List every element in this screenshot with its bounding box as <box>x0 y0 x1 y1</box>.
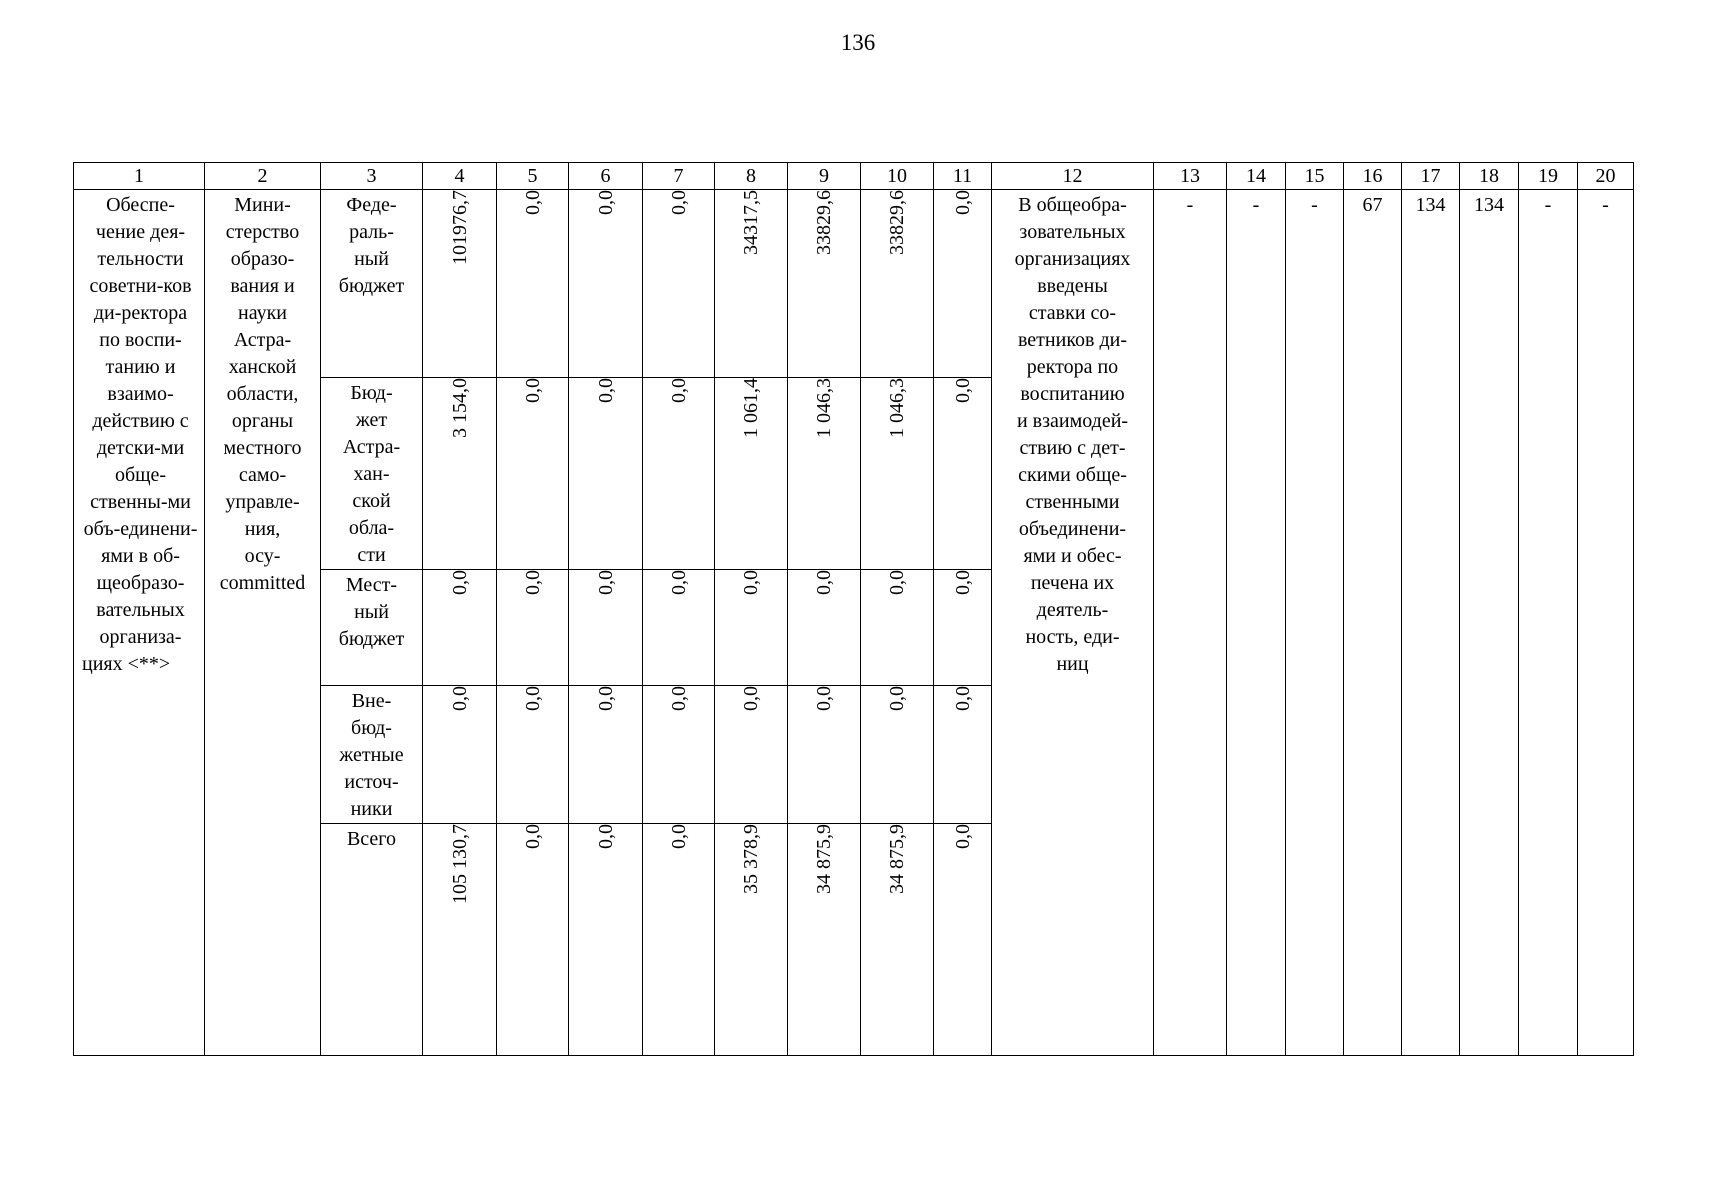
text-line: ханской <box>228 356 297 378</box>
text-line: Мини- <box>234 194 291 216</box>
text-line: местного <box>223 437 302 459</box>
value-text: 101976,7 <box>448 190 471 265</box>
value-cell <box>497 190 569 378</box>
value-cell <box>934 190 992 378</box>
header-cell: 14 <box>1227 163 1286 190</box>
value-cell <box>497 570 569 686</box>
value-cell <box>788 378 861 570</box>
value-cell <box>423 570 497 686</box>
text-line: ствию с дет- <box>1019 437 1126 459</box>
value-cell <box>788 686 861 824</box>
text-line: бюджет <box>338 628 405 650</box>
indicator-cell: 134 <box>1460 190 1519 1056</box>
value-text: 0,0 <box>594 824 617 849</box>
value-cell <box>715 824 788 1056</box>
text-line: введены <box>1037 275 1108 297</box>
text-line: скими обще- <box>1018 464 1127 486</box>
value-cell <box>423 686 497 824</box>
indicator-cell: - <box>1519 190 1578 1056</box>
source-cell <box>321 378 423 570</box>
text-line: Бюд- <box>350 382 393 404</box>
value-text: 35 378,9 <box>740 824 762 894</box>
value-cell <box>788 824 861 1056</box>
value-text: 1 046,3 <box>813 378 835 438</box>
source-cell <box>321 686 423 824</box>
value-text: 0,0 <box>951 570 974 595</box>
text-line: жетные <box>339 744 404 766</box>
header-cell: 16 <box>1344 163 1402 190</box>
text-line: ями и обес- <box>1023 545 1122 567</box>
value-cell <box>715 190 788 378</box>
value-text: 0,0 <box>667 378 690 403</box>
value-cell <box>643 190 715 378</box>
text-line: раль- <box>349 221 394 243</box>
text-line: ный <box>354 248 389 270</box>
header-cell: 3 <box>321 163 423 190</box>
value-text: 0,0 <box>448 686 471 711</box>
text-line: области, <box>226 383 299 405</box>
value-cell <box>788 570 861 686</box>
value-cell <box>715 686 788 824</box>
value-cell <box>934 824 992 1056</box>
text-line: ской <box>352 490 391 512</box>
header-row <box>74 163 1634 190</box>
text-line: Вне- <box>351 690 392 712</box>
source-cell <box>321 570 423 686</box>
program-table <box>73 162 1634 1056</box>
text-line: объединени- <box>1018 518 1127 540</box>
header-cell: 8 <box>715 163 788 190</box>
value-text: 0,0 <box>667 570 690 595</box>
value-text: 0,0 <box>594 686 617 711</box>
header-cell: 13 <box>1154 163 1227 190</box>
header-cell: 1 <box>74 163 205 190</box>
row-federal-budget <box>74 190 1634 378</box>
text-line: организациях <box>1014 248 1131 270</box>
header-cell: 18 <box>1460 163 1519 190</box>
value-cell <box>861 378 934 570</box>
value-cell <box>423 190 497 378</box>
text-line: источ- <box>344 771 399 793</box>
value-cell <box>643 686 715 824</box>
value-text: 0,0 <box>886 570 908 595</box>
value-text: 34317,5 <box>740 190 762 255</box>
value-text: 0,0 <box>886 686 908 711</box>
text-line: обла- <box>348 517 395 539</box>
value-text: 34 875,9 <box>886 824 908 894</box>
header-cell: 2 <box>205 163 321 190</box>
text-line: ректора по <box>1026 356 1119 378</box>
value-text: 0,0 <box>740 570 762 595</box>
text-line: committed <box>219 572 306 594</box>
value-cell <box>569 190 643 378</box>
value-text: 0,0 <box>521 190 544 215</box>
value-text: 0,0 <box>951 378 974 403</box>
text-line: стерство <box>225 221 300 243</box>
value-cell <box>934 570 992 686</box>
header-cell: 12 <box>992 163 1154 190</box>
text-line: ность, еди- <box>1025 626 1120 648</box>
value-cell <box>861 824 934 1056</box>
value-text: 0,0 <box>813 686 835 711</box>
header-cell: 5 <box>497 163 569 190</box>
text-line: ниц <box>1056 653 1089 675</box>
text-line: В общеобра- <box>1018 194 1127 216</box>
value-text: 0,0 <box>521 570 544 595</box>
value-text: 0,0 <box>667 686 690 711</box>
text-line: образо- <box>230 248 295 270</box>
value-text: 1 046,3 <box>886 378 908 438</box>
value-text: 0,0 <box>951 190 974 215</box>
value-text: 0,0 <box>813 570 835 595</box>
indicator-cell: - <box>1578 190 1634 1056</box>
header-cell: 10 <box>861 163 934 190</box>
value-text: 0,0 <box>594 570 617 595</box>
text-line: Астра- <box>233 329 292 351</box>
text-line: ственными <box>1025 491 1120 513</box>
executor-cell <box>205 190 321 1056</box>
value-text: 0,0 <box>951 686 974 711</box>
indicator-cell: - <box>1227 190 1286 1056</box>
value-text: 1 061,4 <box>740 378 762 438</box>
indicator-cell: - <box>1286 190 1344 1056</box>
value-cell <box>861 686 934 824</box>
value-text: 33829,6 <box>813 190 835 255</box>
text-line: Всего <box>346 828 397 850</box>
text-line: Феде- <box>346 194 397 216</box>
text-line: печена их <box>1030 572 1115 594</box>
header-cell: 20 <box>1578 163 1634 190</box>
value-cell <box>423 378 497 570</box>
value-text: 0,0 <box>667 190 690 215</box>
value-text: 0,0 <box>740 686 762 711</box>
value-cell <box>934 686 992 824</box>
result-cell <box>992 190 1154 1056</box>
value-cell <box>788 190 861 378</box>
executor-lines <box>205 192 320 597</box>
value-text: 105 130,7 <box>448 824 471 904</box>
indicator-cell: 67 <box>1344 190 1402 1056</box>
value-cell <box>934 378 992 570</box>
value-cell <box>643 570 715 686</box>
header-cell: 9 <box>788 163 861 190</box>
value-cell <box>497 824 569 1056</box>
text-line: органы <box>231 410 294 432</box>
text-line: воспитанию <box>1020 383 1125 405</box>
value-cell <box>643 378 715 570</box>
text-line: управле- <box>225 491 300 513</box>
value-text: 0,0 <box>594 378 617 403</box>
text-line: сти <box>357 544 386 566</box>
value-cell <box>715 570 788 686</box>
value-cell <box>569 686 643 824</box>
text-line: осу- <box>244 545 281 567</box>
value-text: 0,0 <box>594 190 617 215</box>
header-cell: 17 <box>1402 163 1460 190</box>
value-cell <box>569 824 643 1056</box>
value-cell <box>569 570 643 686</box>
value-text: 0,0 <box>521 686 544 711</box>
text-line: зовательных <box>1019 221 1126 243</box>
text-line: бюд- <box>351 717 392 739</box>
text-line: деятель- <box>1036 599 1109 621</box>
value-text: 34 875,9 <box>813 824 835 894</box>
text-line: ставки со- <box>1028 302 1117 324</box>
text-line: вания и <box>230 275 295 297</box>
indicator-cell: - <box>1154 190 1227 1056</box>
header-cell: 7 <box>643 163 715 190</box>
text-line: Мест- <box>345 574 398 596</box>
header-cell: 19 <box>1519 163 1578 190</box>
value-cell <box>569 378 643 570</box>
value-cell <box>715 378 788 570</box>
header-cell: 4 <box>423 163 497 190</box>
value-text: 0,0 <box>521 824 544 849</box>
value-cell <box>423 824 497 1056</box>
text-line: бюджет <box>338 275 405 297</box>
source-cell <box>321 190 423 378</box>
text-line: ники <box>350 798 393 820</box>
text-line: ный <box>354 601 389 623</box>
header-cell: 15 <box>1286 163 1344 190</box>
value-cell <box>861 570 934 686</box>
value-text: 3 154,0 <box>448 378 471 438</box>
activity-text: Обеспе-чение дея-тельности советни-ков ди-ректора по воспи-танию и взаимо-действию с детски-ми обще-ственны-ми объ-единени-ями в об-щеобразо-вательных организа-циях <**> <box>82 194 198 675</box>
header-cell: 6 <box>569 163 643 190</box>
text-line: хан- <box>353 463 390 485</box>
activity-cell <box>74 190 205 1056</box>
text-line: жет <box>355 409 388 431</box>
value-text: 0,0 <box>448 570 471 595</box>
value-text: 0,0 <box>667 824 690 849</box>
value-cell <box>861 190 934 378</box>
text-line: Астра- <box>342 436 401 458</box>
text-line: науки <box>238 302 287 324</box>
indicator-cell: 134 <box>1402 190 1460 1056</box>
value-text: 0,0 <box>521 378 544 403</box>
value-cell <box>497 378 569 570</box>
text-line: само- <box>238 464 287 486</box>
source-cell <box>321 824 423 1056</box>
header-cell: 11 <box>934 163 992 190</box>
value-cell <box>497 686 569 824</box>
text-line: и взаимодей- <box>1016 410 1129 432</box>
text-line: ветников ди- <box>1017 329 1128 351</box>
value-text: 0,0 <box>951 824 974 849</box>
page-number: 136 <box>840 30 876 55</box>
value-cell <box>643 824 715 1056</box>
text-line: ния, <box>244 518 281 540</box>
value-text: 33829,6 <box>886 190 908 255</box>
